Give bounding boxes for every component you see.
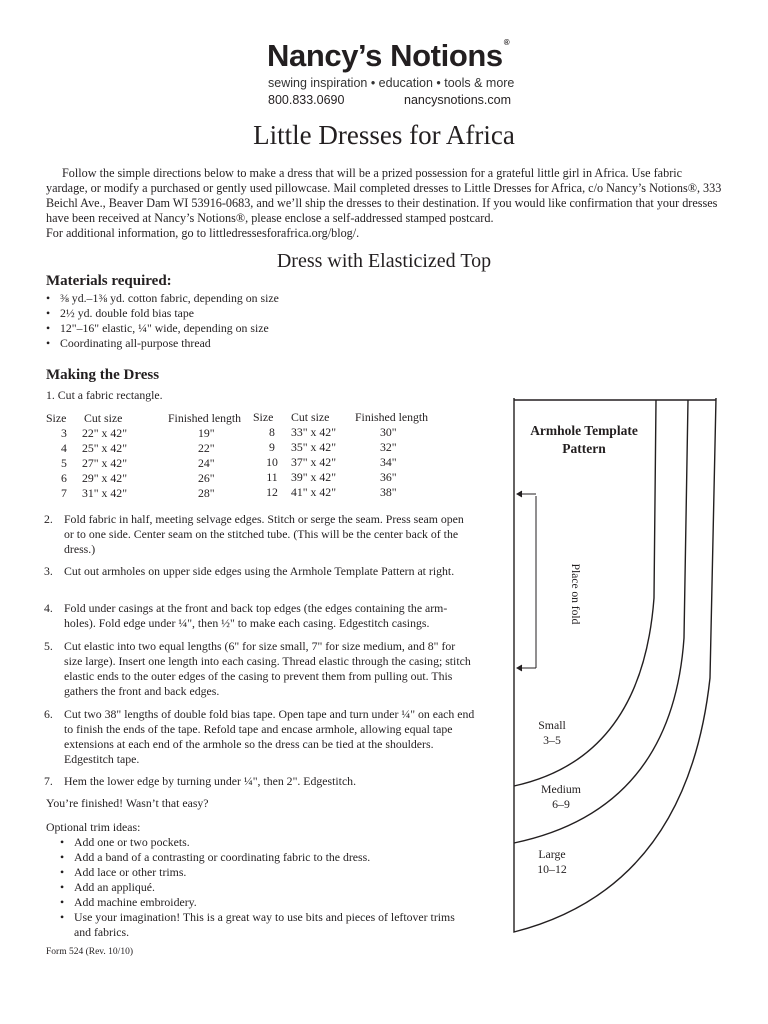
cell-finished-length: 32" <box>380 440 397 454</box>
cell-size: 5 <box>61 456 67 470</box>
cell-finished-length: 38" <box>380 485 397 499</box>
list-item: • 2½ yd. double fold bias tape <box>46 306 406 321</box>
table-row <box>253 455 428 470</box>
list-item: • 12"–16" elastic, ¼" wide, depending on size <box>46 321 406 336</box>
cell-cut-size: 39" x 42" <box>291 470 337 484</box>
list-item: • Add an appliqué. <box>60 880 470 895</box>
form-number: Form 524 (Rev. 10/10) <box>46 947 133 957</box>
pattern-title-line-2: Pattern <box>562 441 606 456</box>
fold-arrow <box>517 491 536 671</box>
table-row <box>253 485 428 500</box>
cell-finished-length: 26" <box>198 471 215 485</box>
step-5 <box>46 639 476 699</box>
pattern-title <box>512 422 656 458</box>
step-number: 3. <box>44 564 53 578</box>
cell-size: 3 <box>61 426 67 440</box>
cell-cut-size: 33" x 42" <box>291 425 337 439</box>
step-text: Cut out armholes on upper side edges using the Armhole Template Pattern at right. <box>64 564 455 578</box>
table-row <box>46 426 268 441</box>
brand-tagline: sewing inspiration • education • tools & more <box>268 76 515 90</box>
step-text: Cut elastic into two equal lengths (6" for size small, 7" for size medium, and 8" for size large). Insert one length into each casing. Thread elastic through the casing; stitch elastic ends to the outer edges of the casing to prevent them from pulling out. This gathers the front and back edges. <box>64 639 471 698</box>
page-title: Little Dresses for Africa <box>253 120 515 150</box>
size-table-left <box>46 411 268 501</box>
step-number: 4. <box>44 601 53 615</box>
cell-cut-size: 29" x 42" <box>82 471 128 485</box>
cell-cut-size: 41" x 42" <box>291 485 337 499</box>
list-item: • Use your imagination! This is a great way to use bits and pieces of leftover trims and fabrics. <box>60 910 470 940</box>
step-number: 7. <box>44 774 53 788</box>
place-on-fold-label: Place on fold <box>569 563 581 625</box>
list-item: • Coordinating all-purpose thread <box>46 336 406 351</box>
size-name: Large <box>538 847 566 861</box>
cell-finished-length: 36" <box>380 470 397 484</box>
cell-finished-length: 28" <box>198 486 215 500</box>
size-medium-label <box>531 782 591 812</box>
brand-logo <box>267 38 509 74</box>
column-header-finished-length: Finished length <box>168 411 242 425</box>
medium-armhole-line <box>514 400 688 843</box>
pattern-title-line-1: Armhole Template <box>530 423 638 438</box>
list-item: • ⅜ yd.–1⅜ yd. cotton fabric, depending on size <box>46 291 406 306</box>
size-range: 3–5 <box>543 733 561 747</box>
step-4 <box>46 601 476 631</box>
cell-size: 4 <box>61 441 67 455</box>
list-item: • Add one or two pockets. <box>60 835 470 850</box>
cell-size: 12 <box>266 485 278 499</box>
column-header-size: Size <box>253 410 274 424</box>
step-2 <box>46 512 476 557</box>
trim-list <box>60 835 470 940</box>
step-number: 6. <box>44 707 53 721</box>
cell-size: 9 <box>269 440 275 454</box>
cell-cut-size: 35" x 42" <box>291 440 337 454</box>
step-text: Fold fabric in half, meeting selvage edges. Stitch or serge the seam. Press seam open or to one side. Center seam on the stitched tube. (This will be the center back of the dress.) <box>64 512 464 556</box>
size-name: Small <box>538 718 566 732</box>
section-title: Dress with Elasticized Top <box>276 250 492 272</box>
step-text: Fold under casings at the front and back top edges (the edges containing the arm-holes). Fold edge under ¼", then ½" to make each casing. Edgestitch casings. <box>64 601 448 630</box>
size-name: Medium <box>541 782 581 796</box>
cell-size: 11 <box>266 470 278 484</box>
size-table-right <box>253 410 428 500</box>
step-number: 2. <box>44 512 53 526</box>
cell-size: 7 <box>61 486 67 500</box>
step-1: 1. Cut a fabric rectangle. <box>46 388 163 402</box>
cell-size: 10 <box>266 455 278 469</box>
cell-size: 6 <box>61 471 67 485</box>
brand-name: Nancy’s Notions <box>267 38 503 73</box>
table-row <box>46 486 268 501</box>
website-url[interactable]: nancysnotions.com <box>404 93 512 107</box>
table-row <box>253 470 428 485</box>
step-3 <box>46 564 476 579</box>
cell-finished-length: 22" <box>198 441 215 455</box>
intro-additional-info: For additional information, go to littledressesforafrica.org/blog/. <box>46 226 360 240</box>
brand-registered-mark: ® <box>503 38 510 47</box>
phone-number: 800.833.0690 <box>268 93 345 107</box>
cell-finished-length: 34" <box>380 455 397 469</box>
cell-cut-size: 37" x 42" <box>291 455 337 469</box>
step-number: 5. <box>44 639 53 653</box>
step-text: Cut two 38" lengths of double fold bias tape. Open tape and turn under ¼" on each end to finish the ends of the tape. Refold tape and encase armhole, allowing equal tape extensions at each end of the armhole so the dress can be tied at the shoulders. Edgestitch tape. <box>64 707 475 766</box>
list-item: • Add lace or other trims. <box>60 865 470 880</box>
cell-finished-length: 24" <box>198 456 215 470</box>
table-row <box>253 425 428 440</box>
table-row <box>46 456 268 471</box>
size-range: 10–12 <box>537 862 567 876</box>
column-header-size: Size <box>46 411 67 425</box>
cell-cut-size: 22" x 42" <box>82 426 128 440</box>
making-heading: Making the Dress <box>46 367 160 383</box>
finished-message: You’re finished! Wasn’t that easy? <box>46 796 209 810</box>
column-header-finished-length: Finished length <box>355 410 429 424</box>
list-item: • Add machine embroidery. <box>60 895 470 910</box>
table-row <box>46 441 268 456</box>
cell-cut-size: 31" x 42" <box>82 486 128 500</box>
cell-cut-size: 27" x 42" <box>82 456 128 470</box>
materials-list <box>46 291 406 351</box>
size-large-label <box>522 847 582 877</box>
table-row <box>46 471 268 486</box>
cell-cut-size: 25" x 42" <box>82 441 128 455</box>
step-7 <box>46 774 476 789</box>
column-header-cut-size: Cut size <box>84 411 123 425</box>
step-text: Hem the lower edge by turning under ¼", then 2". Edgestitch. <box>64 774 357 788</box>
table-row <box>253 440 428 455</box>
cell-finished-length: 30" <box>380 425 397 439</box>
trim-heading: Optional trim ideas: <box>46 820 141 834</box>
list-item: • Add a band of a contrasting or coordinating fabric to the dress. <box>60 850 470 865</box>
intro-paragraph: Follow the simple directions below to make a dress that will be a prized possession for a grateful little girl in Africa. Use fabric yardage, or modify a purchased or gently used pillowcase. Mail completed dresses to Little Dresses for Africa, c/o Nancy’s Notions®, 333 Beichl Ave., Beaver Dam WI 53916-0683, and we’ll ship the dresses to their destination. If you would like confirmation that your dresses have been received at Nancy’s Notions®, please enclose a self-addressed stamped postcard. <box>46 166 722 225</box>
size-range: 6–9 <box>552 797 570 811</box>
step-6 <box>46 707 476 767</box>
column-header-cut-size: Cut size <box>291 410 330 424</box>
cell-finished-length: 19" <box>198 426 215 440</box>
size-small-label <box>522 718 582 748</box>
cell-size: 8 <box>269 425 275 439</box>
materials-heading: Materials required: <box>46 273 172 289</box>
table-header-row <box>46 411 268 426</box>
table-header-row <box>253 410 428 425</box>
